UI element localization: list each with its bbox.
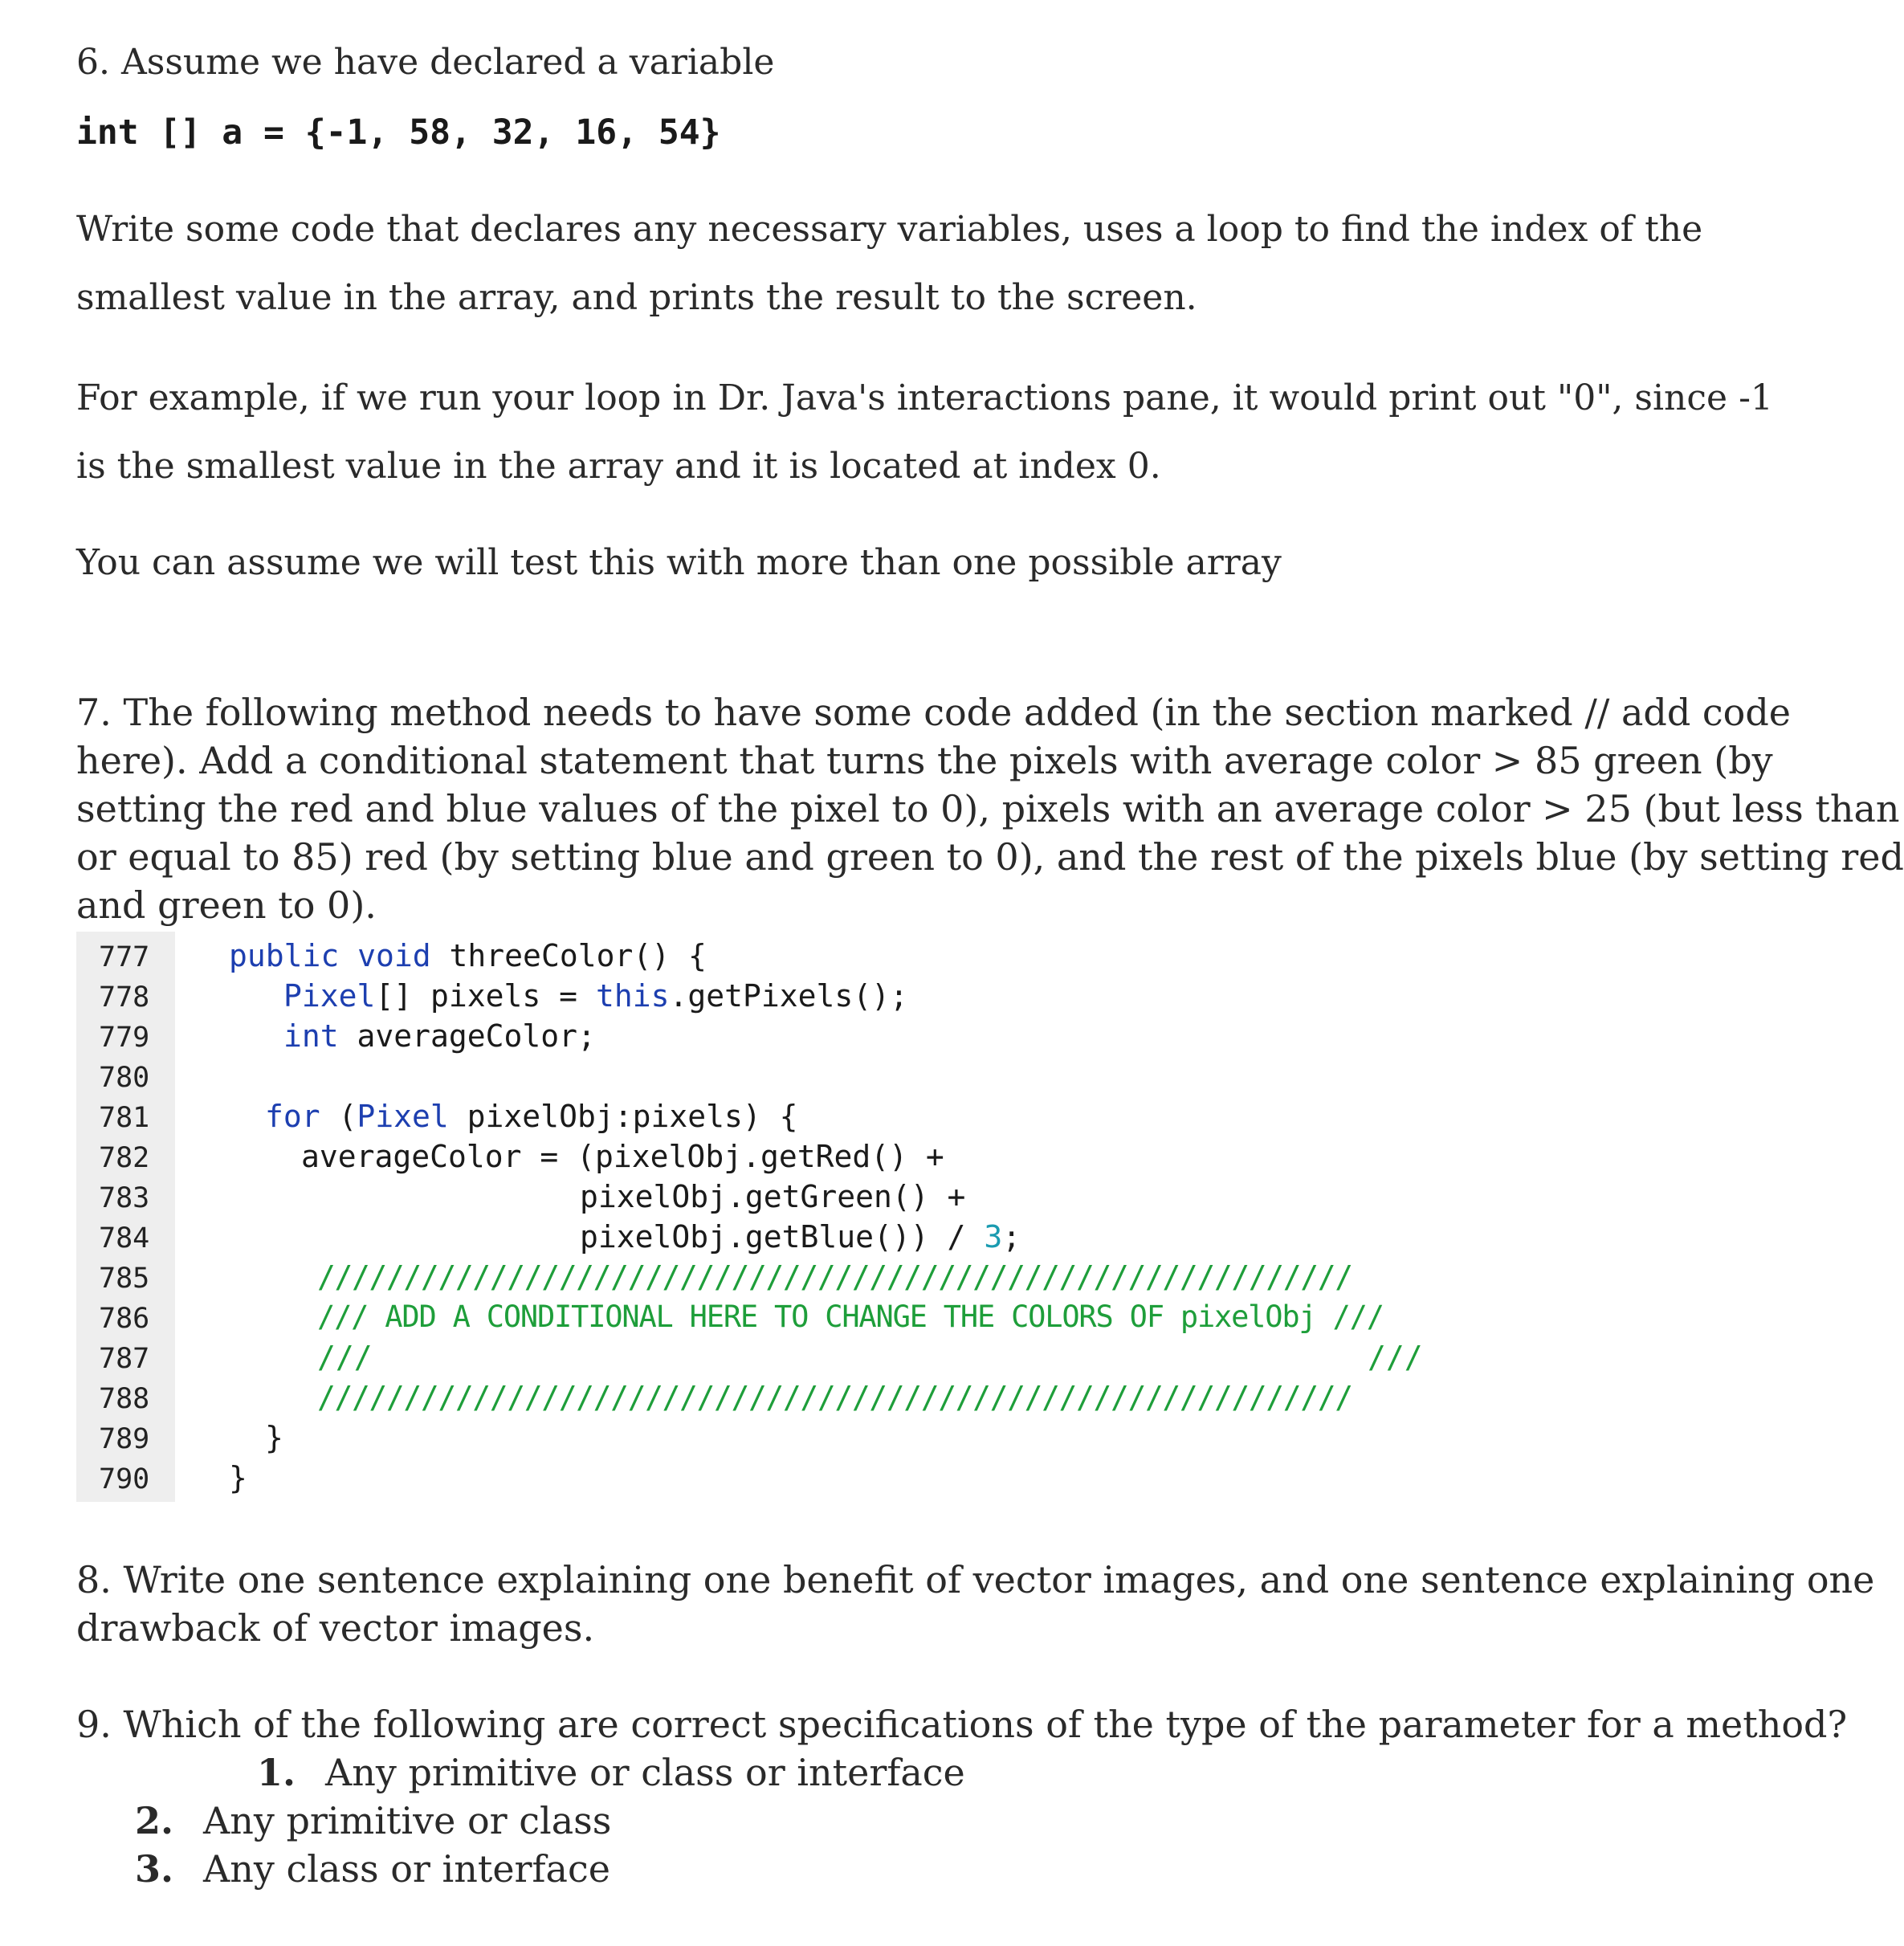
- q6-paragraph-1-line-1: Write some code that declares any necessary variables, uses a loop to find the index of the: [76, 209, 1703, 250]
- q7-line-5: and green to 0).: [76, 883, 377, 927]
- line-number: 785: [99, 1263, 150, 1295]
- code-line-790: }: [229, 1460, 247, 1495]
- code-line-781: [265, 1099, 797, 1134]
- q9-option-3: [135, 1847, 610, 1891]
- code-snippet: [76, 932, 1458, 1502]
- number-literal: 3: [984, 1219, 1003, 1254]
- code-text: ;: [1002, 1219, 1021, 1254]
- q9-option-1: [257, 1751, 965, 1794]
- code-line-783: pixelObj.getGreen() +: [580, 1179, 966, 1214]
- option-number: 1.: [257, 1751, 296, 1794]
- option-text: Any class or interface: [203, 1847, 610, 1891]
- keyword: int: [283, 1018, 339, 1054]
- code-text: .getPixels();: [669, 978, 908, 1014]
- code-line-786-comment: /// ADD A CONDITIONAL HERE TO CHANGE THE COLORS OF pixelObj ///: [317, 1299, 1384, 1334]
- q9-option-2: [135, 1799, 611, 1842]
- code-line-785-comment: ////////////////////////////////////////////////////////////: [317, 1259, 1352, 1295]
- line-number: 786: [99, 1303, 150, 1335]
- q6-intro: 6. Assume we have declared a variable: [76, 42, 775, 83]
- code-text: pixelObj:pixels) {: [448, 1099, 798, 1134]
- keyword: for: [265, 1099, 320, 1134]
- code-line-788-comment: ////////////////////////////////////////////////////////////: [317, 1380, 1352, 1415]
- line-number: 778: [99, 981, 150, 1014]
- code-line-779: [283, 1018, 596, 1054]
- code-line-777: [229, 938, 707, 973]
- code-line-787-comment-right: ///: [1368, 1340, 1423, 1375]
- q7-line-1: 7. The following method needs to have some code added (in the section marked // add code: [76, 691, 1792, 734]
- option-text: Any primitive or class or interface: [325, 1751, 965, 1794]
- line-number: 784: [99, 1222, 150, 1254]
- line-number-gutter: [76, 932, 175, 1502]
- code-text: (: [320, 1099, 357, 1134]
- q8-line-1: 8. Write one sentence explaining one benefit of vector images, and one sentence explaining one: [76, 1558, 1875, 1601]
- code-text: threeColor() {: [430, 938, 707, 973]
- keyword: this: [595, 978, 670, 1014]
- type-name: Pixel: [357, 1099, 449, 1134]
- q6-paragraph-2-line-2: is the smallest value in the array and it is located at index 0.: [76, 446, 1161, 487]
- q7-line-4: or equal to 85) red (by setting blue and green to 0), and the rest of the pixels blue (by setting red: [76, 835, 1904, 879]
- q7-line-3: setting the red and blue values of the pixel to 0), pixels with an average color > 25 (but less than: [76, 787, 1900, 830]
- code-line-782: averageColor = (pixelObj.getRed() +: [301, 1139, 944, 1174]
- code-line-789: }: [265, 1420, 283, 1455]
- line-number: 788: [99, 1383, 150, 1415]
- line-number: 782: [99, 1142, 150, 1174]
- code-text: [] pixels =: [375, 978, 596, 1014]
- line-number: 787: [99, 1343, 150, 1375]
- q6-array-declaration: int [] a = {-1, 58, 32, 16, 54}: [76, 112, 721, 153]
- q9-question: 9. Which of the following are correct specifications of the type of the parameter for a method?: [76, 1703, 1848, 1746]
- type-name: Pixel: [283, 978, 376, 1014]
- q7-line-2: here). Add a conditional statement that turns the pixels with average color > 85 green (by: [76, 739, 1773, 782]
- line-number: 779: [99, 1022, 150, 1054]
- keyword: public void: [229, 938, 431, 973]
- line-number: 790: [99, 1463, 150, 1495]
- q6-paragraph-3: You can assume we will test this with more than one possible array: [76, 542, 1282, 583]
- option-number: 2.: [135, 1799, 174, 1842]
- code-line-778: [283, 978, 908, 1014]
- line-number: 781: [99, 1102, 150, 1134]
- option-number: 3.: [135, 1847, 174, 1891]
- line-number: 789: [99, 1423, 150, 1455]
- q6-paragraph-2-line-1: For example, if we run your loop in Dr. Java's interactions pane, it would print out "0", since -1: [76, 377, 1773, 418]
- code-line-787-comment-left: ///: [317, 1340, 373, 1375]
- option-text: Any primitive or class: [203, 1799, 612, 1842]
- code-text: pixelObj.getBlue()) /: [580, 1219, 985, 1254]
- code-text: averageColor;: [338, 1018, 596, 1054]
- q8-line-2: drawback of vector images.: [76, 1606, 595, 1650]
- line-number: 783: [99, 1182, 150, 1214]
- line-number: 777: [99, 941, 150, 973]
- code-line-784: [580, 1219, 1021, 1254]
- q6-paragraph-1-line-2: smallest value in the array, and prints the result to the screen.: [76, 277, 1197, 318]
- line-number: 780: [99, 1062, 150, 1094]
